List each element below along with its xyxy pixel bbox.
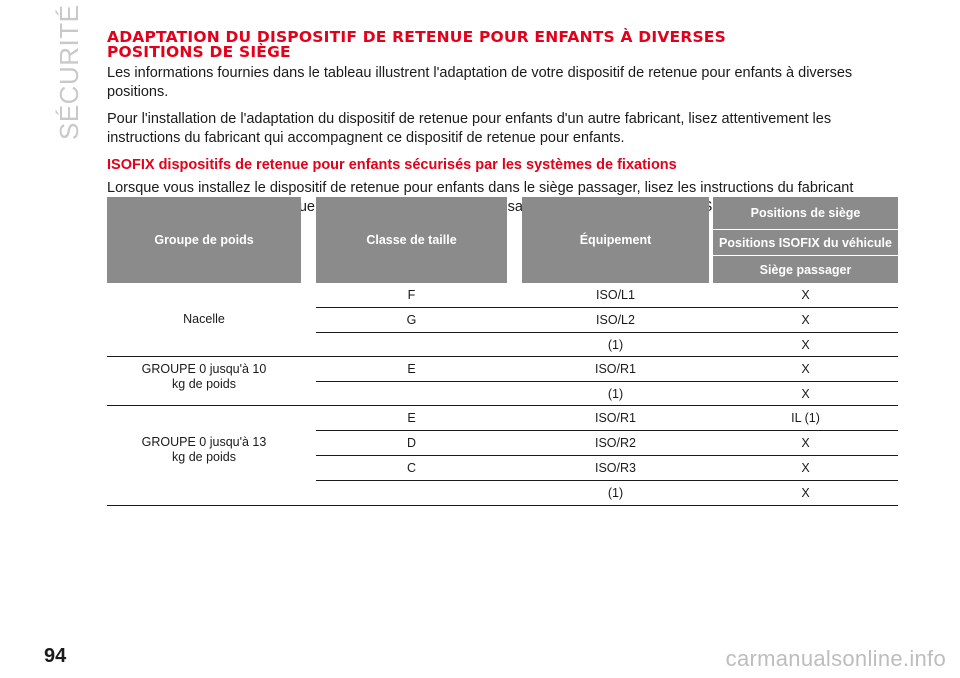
cell-size-class: G: [406, 313, 417, 327]
table-bottom-border: [107, 505, 898, 506]
cell-size-class: C: [406, 461, 417, 475]
cell-passenger-seat: X: [801, 436, 810, 450]
isofix-paragraph: Lorsque vous installez le dispositif de retenue pour enfants dans le siège passager, lisez les instructions du fabricant Utilisation: [107, 180, 854, 215]
cell-equipment: ISO/R2: [595, 436, 636, 450]
cell-passenger-seat: X: [801, 387, 810, 401]
main-content: [107, 30, 897, 217]
table-row: [107, 406, 898, 430]
header-equipment: Équipement: [522, 197, 709, 283]
cell-size-class: D: [406, 436, 417, 450]
header-passenger-seat: Siège passager: [713, 256, 898, 283]
table-body: [107, 283, 898, 506]
table-row: [107, 308, 898, 332]
page-number: 94: [44, 645, 67, 667]
group-label: GROUPE 0 jusqu'à 10 kg de poids: [141, 362, 267, 391]
cell-size-class: [316, 382, 507, 406]
cell-equipment: (1): [607, 486, 624, 500]
header-seat-positions-group: [713, 197, 898, 283]
cell-equipment: ISO/L2: [596, 313, 635, 327]
cell-equipment: (1): [607, 387, 624, 401]
cell-passenger-seat: X: [801, 461, 810, 475]
cell-passenger-seat: X: [801, 338, 810, 352]
section-side-label: [52, 4, 92, 140]
cell-size-class: E: [407, 411, 416, 425]
adaptation-table: [107, 197, 898, 506]
cell-size-class: [316, 333, 507, 357]
table-row: [107, 456, 898, 480]
table-row: [107, 357, 898, 381]
header-weight-group: Groupe de poids: [107, 197, 301, 283]
group-label: Nacelle: [183, 312, 225, 326]
table-row: [107, 333, 898, 357]
cell-passenger-seat: X: [801, 288, 810, 302]
table-row: [107, 382, 898, 406]
section-heading: [107, 30, 897, 60]
table-row: [107, 481, 898, 505]
header-isofix-positions: Positions ISOFIX du véhicule: [713, 230, 898, 255]
cell-equipment: (1): [607, 338, 624, 352]
cell-equipment: ISO/R1: [595, 362, 636, 376]
third-party-paragraph: Pour l'installation de l'adaptation du dispositif de retenue pour enfants d'un autre fabricant, lisez attentivement les instructions du fabricant qui accompagnent ce dispositif de retenue pour enfants.: [107, 111, 832, 146]
cell-equipment: ISO/R1: [595, 411, 636, 425]
group-label: GROUPE 0 jusqu'à 13 kg de poids: [141, 434, 267, 464]
isofix-subheading: ISOFIX dispositifs de retenue pour enfants sécurisés par les systèmes de fixations: [107, 157, 677, 173]
cell-passenger-seat: X: [801, 486, 810, 500]
cell-size-class: E: [407, 362, 416, 376]
cell-size-class: [316, 481, 507, 505]
header-size-class: Classe de taille: [316, 197, 507, 283]
table-group-nacelle: [107, 283, 898, 356]
header-seat-positions: Positions de siège: [713, 197, 898, 229]
watermark: carmanualsonline.info: [725, 646, 946, 671]
heading-line-1: ADAPTATION DU DISPOSITIF DE RETENUE POUR ENFANTS À DIVERSES: [107, 28, 726, 46]
cell-passenger-seat: IL (1): [791, 411, 820, 425]
table-header: [107, 197, 898, 283]
table-row: [107, 283, 898, 307]
cell-equipment: ISO/L1: [596, 288, 635, 302]
cell-equipment: ISO/R3: [595, 461, 636, 475]
cell-passenger-seat: X: [801, 362, 810, 376]
cell-passenger-seat: X: [801, 313, 810, 327]
intro-paragraph: Les informations fournies dans le tableau illustrent l'adaptation de votre dispositif de retenue pour enfants à diverses positions.: [107, 65, 853, 100]
heading-line-2: POSITIONS DE SIÈGE: [107, 43, 291, 61]
table-group-up-to-10kg: [107, 357, 898, 405]
section-side-label-text: SÉCURITÉ: [54, 4, 84, 140]
table-row: [107, 431, 898, 455]
cell-size-class: F: [407, 288, 416, 302]
table-group-up-to-13kg: [107, 406, 898, 505]
